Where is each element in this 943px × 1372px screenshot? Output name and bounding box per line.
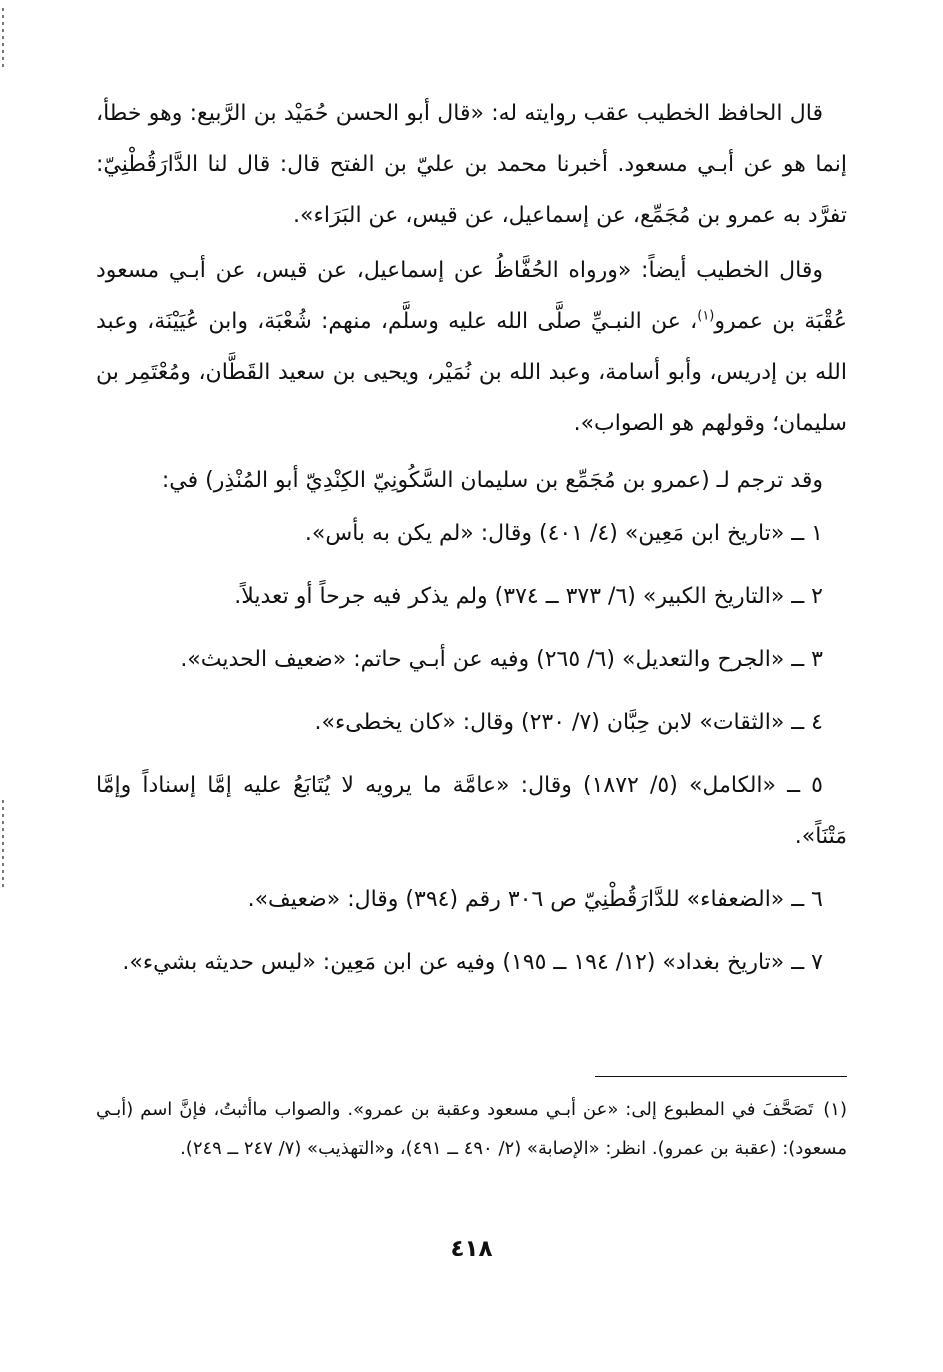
list-item-dash: ــ <box>791 647 805 672</box>
list-item <box>96 937 847 988</box>
list-item-dash: ــ <box>787 773 801 798</box>
list-item-number: ٧ <box>811 950 823 975</box>
paragraph-khatib-quote-2 <box>96 245 847 449</box>
list-item <box>96 571 847 622</box>
list-item <box>96 508 847 559</box>
list-item-number: ٦ <box>811 887 823 912</box>
list-item-text: «الضعفاء» للدَّارَقُطْنِيّ ص ٣٠٦ رقم (٣٩٤) وقال: «ضعيف». <box>247 887 785 912</box>
list-item <box>96 874 847 925</box>
book-page <box>96 88 847 1372</box>
list-item-dash: ــ <box>791 887 805 912</box>
footnote-reference: (١) <box>697 308 715 324</box>
list-item <box>96 760 847 862</box>
paragraph-text-before-ref: وقال الخطيب أيضاً: «ورواه الحُفَّاظُ عن إسماعيل، عن قيس، عن أبـي مسعود عُقْبَة بن عمرو <box>96 258 848 334</box>
paragraph-khatib-quote-1: قال الحافظ الخطيب عقب روايته له: «قال أبو الحسن حُمَيْد بن الرَّبيع: وهو خطأ، إنما هو عن أبـي مسعود. أخبرنا محمد بن عليّ بن الفتح قال: قال لنا الدَّارَقُطْنِيّ: تفرَّد به عمرو بن مُجَمِّع، عن إسماعيل، عن قيس، عن البَرَاء». <box>96 101 847 228</box>
list-item-number: ٤ <box>811 710 823 735</box>
scan-edge-mark-top <box>2 8 4 68</box>
list-item-dash: ــ <box>791 584 805 609</box>
paragraph-text-after-ref: ، عن النبـيِّ صلَّى الله عليه وسلَّم، منهم: شُعْبَة، وابن عُيَيْنَة، وعبد الله بن إدريس، وأبو أسامة، وعبد الله بن نُمَيْر، ويحيى بن سعيد القَطَّان، ومُعْتَمِر بن سليمان؛ وقولهم هو الصواب». <box>96 309 847 436</box>
list-item-text: «الثقات» لابن حِبَّان (٧/ ٢٣٠) وقال: «كان يخطىء». <box>314 710 785 735</box>
list-item <box>96 634 847 685</box>
list-item-text: «تاريخ بغداد» (١٢/ ١٩٤ ــ ١٩٥) وفيه عن ابن مَعِين: «ليس حديثه بشيء». <box>122 950 785 975</box>
list-item-text: «تاريخ ابن مَعِين» (٤/ ٤٠١) وقال: «لم يكن به بأس». <box>304 521 785 546</box>
list-item-number: ٢ <box>811 584 823 609</box>
list-item-number: ٥ <box>811 773 823 798</box>
list-item <box>96 697 847 748</box>
scan-edge-mark-middle <box>2 800 4 890</box>
list-item-number: ١ <box>811 521 823 546</box>
footnote-mark: (١) <box>823 1099 847 1120</box>
footnote-text: تَصَحَّفَ في المطبوع إلى: «عن أبـي مسعود وعقبة بن عمرو». والصواب ماأثبتُ، فإنَّ اسم (أبـي مسعود): (عقبة بن عمرو). انظر: «الإصابة» (٢/ ٤٩٠ ــ ٤٩١)، و«التهذيب» (٧/ ٢٤٧ ــ ٢٤٩). <box>96 1099 847 1159</box>
footnote <box>96 1090 847 1168</box>
list-item-text: «الكامل» (٥/ ١٨٧٢) وقال: «عامَّة ما يرويه لا يُتَابَعُ عليه إمَّا إسناداً وإمَّا مَتْنَاً». <box>96 773 847 849</box>
list-item-dash: ــ <box>791 950 805 975</box>
page-number: ٤١٨ <box>450 1236 493 1262</box>
sources-list <box>96 508 847 988</box>
list-item-dash: ــ <box>791 710 805 735</box>
footnote-separator <box>595 1076 847 1077</box>
list-item-dash: ــ <box>791 521 805 546</box>
list-item-number: ٣ <box>811 647 823 672</box>
list-item-text: «التاريخ الكبير» (٦/ ٣٧٣ ــ ٣٧٤) ولم يذكر فيه جرحاً أو تعديلاً. <box>234 584 785 609</box>
paragraph-biography-intro: وقد ترجم لـ (عمرو بن مُجَمِّع بن سليمان السَّكُونِيّ الكِنْدِيّ أبو المُنْذِر) في: <box>161 468 823 493</box>
list-item-text: «الجرح والتعديل» (٦/ ٢٦٥) وفيه عن أبـي حاتم: «ضعيف الحديث». <box>180 647 785 672</box>
